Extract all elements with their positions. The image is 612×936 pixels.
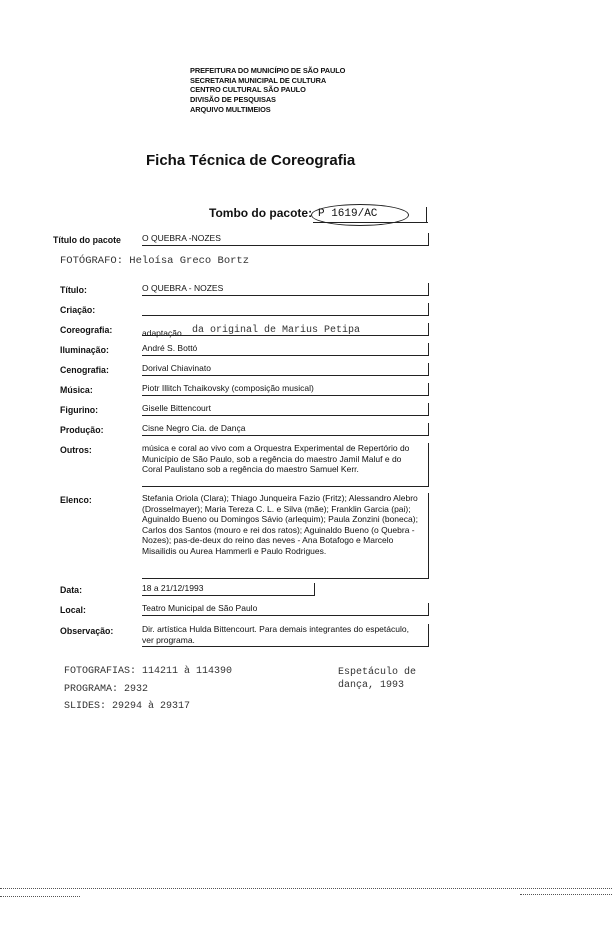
local-label: Local: bbox=[60, 605, 86, 615]
elenco-label: Elenco: bbox=[60, 495, 92, 505]
header-line: ARQUIVO MULTIMEIOS bbox=[190, 104, 271, 114]
header-line: PREFEITURA DO MUNICÍPIO DE SÃO PAULO bbox=[190, 66, 346, 75]
iluminacao-label: Iluminação: bbox=[60, 345, 109, 355]
fotografo-typed-note: FOTÓGRAFO: Heloísa Greco Bortz bbox=[60, 255, 250, 267]
local-field: Teatro Municipal de São Paulo bbox=[142, 603, 429, 616]
observacao-label: Observação: bbox=[60, 626, 114, 636]
figurino-field: Giselle Bittencourt bbox=[142, 403, 429, 416]
scan-edge-artifact bbox=[0, 896, 80, 897]
elenco-field: Stefania Oriola (Clara); Thiago Junqueira Fazio (Fritz); Alessandro Alebro (Drosselmayer); Maria Tereza C. L. e Silva (mãe); Franklin Garcia (pai); Aguinaldo Bueno ou Domingos Sávio (arlequim); Paula Zonzini (boneca); Carlos dos Santos (mouro e rei dos ratos); Aguinaldo Bueno (o Quebra - Nozes); pas-de-deux do reino das neves - Ana Botafogo e Marcelo Misailidis ou Aurea Hammerli e Paulo Rodrigues. bbox=[142, 493, 429, 579]
tombo-value: P 1619/AC bbox=[318, 208, 378, 220]
scan-edge-artifact bbox=[520, 894, 612, 895]
musica-field: Piotr Illitch Tchaikovsky (composição musical) bbox=[142, 383, 429, 396]
titulo-pacote-label: Título do pacote bbox=[53, 235, 121, 245]
titulo-label: Título: bbox=[60, 285, 87, 295]
observacao-field: Dir. artística Hulda Bittencourt. Para demais integrantes do espetáculo, ver programa. bbox=[142, 624, 429, 647]
tombo-label: Tombo do pacote: bbox=[209, 206, 313, 220]
data-label: Data: bbox=[60, 585, 82, 595]
musica-label: Música: bbox=[60, 385, 93, 395]
header-line: CENTRO CULTURAL SÃO PAULO bbox=[190, 85, 306, 95]
data-field: 18 a 21/12/1993 bbox=[142, 583, 315, 596]
coreografia-label: Coreografia: bbox=[60, 325, 113, 335]
header-line: SECRETARIA MUNICIPAL DE CULTURA bbox=[190, 75, 327, 85]
outros-label: Outros: bbox=[60, 445, 92, 455]
tombo-underline bbox=[313, 222, 428, 223]
producao-label: Produção: bbox=[60, 425, 104, 435]
outros-field: música e coral ao vivo com a Orquestra Experimental de Repertório do Município de São Paulo, sob a regência do maestro Jamil Maluf e do Coral Paulistano sob a regência do maestro Samuel Kerr. bbox=[142, 443, 429, 487]
espetaculo-typed-note-line2: dança, 1993 bbox=[338, 680, 405, 691]
criacao-field bbox=[142, 303, 429, 316]
cenografia-label: Cenografia: bbox=[60, 365, 109, 375]
producao-field: Cisne Negro Cia. de Dança bbox=[142, 423, 429, 436]
titulo-pacote-field: O QUEBRA -NOZES bbox=[142, 233, 429, 246]
figurino-label: Figurino: bbox=[60, 405, 99, 415]
coreografia-typed-note: da original de Marius Petipa bbox=[192, 325, 361, 336]
slides-typed-note: SLIDES: 29294 à 29317 bbox=[64, 701, 191, 712]
coreografia-value: adaptação bbox=[142, 328, 182, 338]
institution-header bbox=[190, 66, 345, 115]
titulo-field: O QUEBRA - NOZES bbox=[142, 283, 429, 296]
fotografias-typed-note: FOTOGRAFIAS: 114211 à 114390 bbox=[64, 666, 233, 677]
espetaculo-typed-note-line1: Espetáculo de bbox=[338, 667, 417, 678]
form-title: Ficha Técnica de Coreografia bbox=[146, 152, 356, 169]
scan-edge-artifact bbox=[0, 888, 612, 889]
header-line: DIVISÃO DE PESQUISAS bbox=[190, 95, 276, 105]
programa-typed-note: PROGRAMA: 2932 bbox=[64, 684, 149, 695]
cenografia-field: Dorival Chiavinato bbox=[142, 363, 429, 376]
iluminacao-field: André S. Bottó bbox=[142, 343, 429, 356]
tombo-box-edge bbox=[426, 207, 427, 222]
criacao-label: Criação: bbox=[60, 305, 96, 315]
